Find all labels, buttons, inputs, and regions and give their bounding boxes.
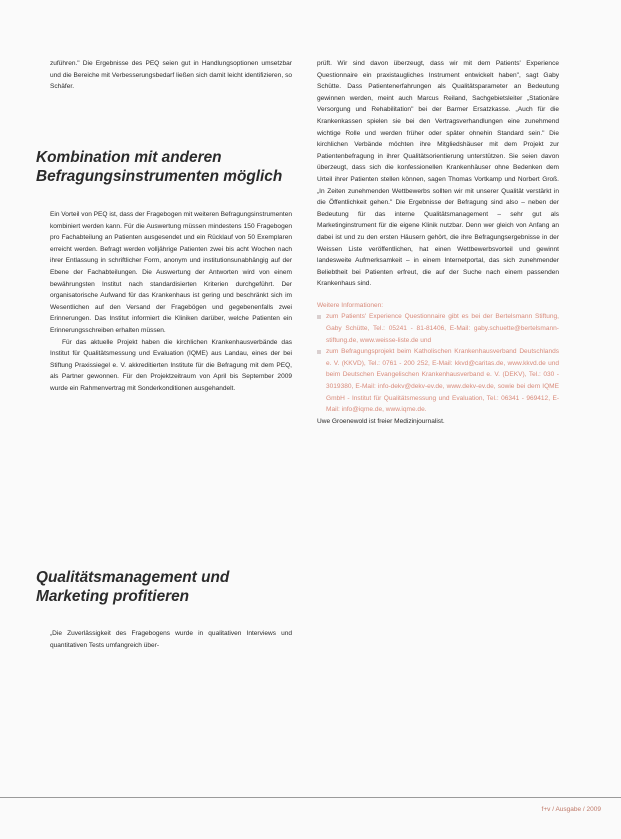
info-box-title: Weitere Informationen:: [317, 301, 384, 309]
section-heading-combination: Kombination mit anderen Befragungsinstrumenten möglich: [36, 149, 283, 185]
intro-paragraph: zuführen." Die Ergebnisse des PEQ seien gut in Handlungsoptionen umsetzbar und die Bereiche mit Verbesserungsbedarf ließen sich damit leicht identifizieren, so Schäfer.: [50, 60, 292, 91]
body-paragraph: Ein Vorteil von PEQ ist, dass der Fragebogen mit weiteren Befragungsinstrumenten kombiniert werden kann. Für die Auswertung müssen mindestens 150 Fragebogen pro Fachabteilung an Patienten ausgesendet und ein Rücklauf von 50 Exemplaren erreicht werden. Befragt werden volljährige Patienten zwei bis acht Wochen nach ihrer Entlassung in schriftlicher Form, anonym und institutionsunabhängig auf der Ebene der Fachabteilungen. Die Auswertung der Antworten wird von einem bewährungsten Institut nach standardisierten Kriterien durchgeführt. Der organisatorische Aufwand für das Krankenhaus ist gering und beschränkt sich im Wesentlichen auf den Versand der Fragebögen und gegebenenfalls zwei Erinnerungen. Das Institut informiert die Kliniken darüber, welche Patienten ein Erinnerungsschreiben erhalten müssen.: [50, 211, 292, 334]
right-column: [317, 58, 559, 427]
body-paragraph: Für das aktuelle Projekt haben die kirchlichen Krankenhausverbände das Institut für Qualitätsmessung und Evaluation (IQME) aus Landau, eines der bei Stiftung Praxissiegel e. V. akkreditierten Institute für die Befragung mit dem PEQ, als Partner gewonnen. Für den Projektzeitraum von April bis September 2009 wurde ein Rahmenvertrag mit Sonderkonditionen ausgehandelt.: [50, 338, 292, 392]
info-list-item: zum Patients' Experience Questionnaire gibt es bei der Bertelsmann Stiftung, Gaby Schütte, Tel.: 05241 - 81-81406, E-Mail: gaby.schuette@bertelsmann-stiftung.de, www.weisse-liste.de und: [317, 311, 559, 346]
footer-divider: [0, 797, 621, 798]
author-note: Uwe Groenewold ist freier Medizinjournalist.: [317, 417, 445, 425]
footer-page-info: f+v / Ausgabe / 2009: [541, 806, 601, 813]
info-list-item: zum Befragungsprojekt beim Katholischen Krankenhausverband Deutschlands e. V. (KKVD), Tel.: 0761 - 200 252, E-Mail: kkvd@caritas.de, www.kkvd.de und beim Deutschen Evangelischen Krankenhausverband e. V. (DEKV), Tel.: 030 - 3019380, E-Mail: info-dekv@dekv-ev.de, www.dekv-ev.de, sowie bei dem IQME GmbH - Institut für Qualitätsmessung und Evaluation, Tel.: 06341 - 969412, E-Mail: info@iqme.de, www.iqme.de.: [317, 346, 559, 416]
left-column-continued: [50, 628, 292, 651]
body-paragraph: prüft. Wir sind davon überzeugt, dass wir mit dem Patients' Experience Questionnaire ein praxistaugliches Instrument entwickelt haben", sagt Gaby Schütte. Dass Patientenerfahrungen als Qualitätsparameter an Bedeutung gewinnen werden, meint auch Marcus Reiland, Sachgebietsleiter „Stationäre Versorgung und Rehabilitation" bei der Barmer Ersatzkasse. „Auch für die Krankenkassen spielen sie bei den Vertragsverhandlungen eine zunehmend wichtige Rolle und werden früher oder später ohnehin Standard sein." Die kirchlichen Verbände möchten ihre Mitgliedshäuser mit dem Projekt zur Patientenbefragung in ihrer Qualitätsorientierung unterstützen. Sie seien davon überzeugt, dass sich die konfessionellen Krankenhäuser ohne Bedenken dem Urteil ihrer Patienten stellen können, sagen Thomas Vortkamp und Norbert Groß. „In Zeiten zunehmenden Wettbewerbs sollten wir mit unserer Qualität verstärkt in die Öffentlichkeit gehen." Die Ergebnisse der Befragung sind also – neben der Bedeutung für das interne Qualitätsmanagement – sehr gut als Marketinginstrument für die eigene Klinik nutzbar. Denn wer gleich von Anfang an dabei ist und zu den ersten Häusern gehört, die ihre Befragungsergebnisse in der Weissen Liste veröffentlichen, hat einen Wettbewerbsvorteil und gewinnt landesweite Aufmerksamkeit – in einem Internetportal, das sich zunehmender Beliebtheit bei Patienten erfreut, die auf der Suche nach einem passenden Krankenhaus sind.: [317, 60, 559, 288]
section-heading-quality-management: Qualitätsmanagement und Marketing profitieren: [36, 569, 230, 605]
body-paragraph: „Die Zuverlässigkeit des Fragebogens wurde in qualitativen Interviews und quantitativen Tests umfangreich über-: [50, 630, 292, 649]
left-column-body: [50, 209, 292, 395]
info-list: [317, 311, 559, 415]
left-column-intro: [50, 58, 292, 93]
